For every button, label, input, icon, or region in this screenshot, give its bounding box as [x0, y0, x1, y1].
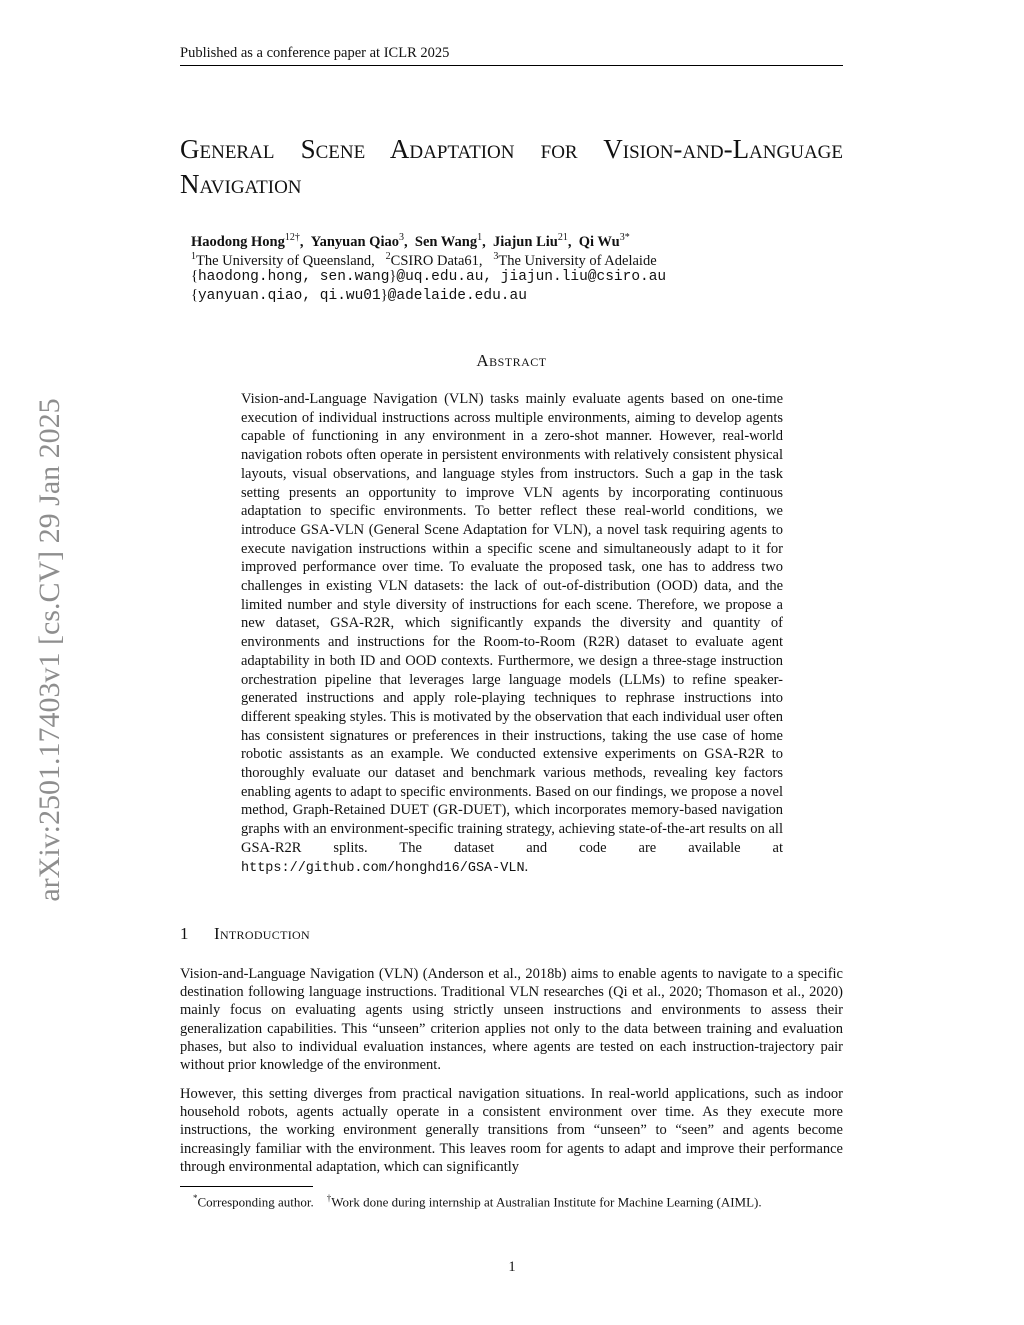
footnote-text: Corresponding author. — [197, 1194, 314, 1210]
affiliation: CSIRO Data61, — [390, 252, 483, 269]
footnote-text: Work done during internship at Australian Institute for Machine Learning (AIML). — [331, 1194, 762, 1210]
email-text: yanyuan.qiao, qi.wu01 — [197, 288, 381, 304]
footnote-rule — [180, 1186, 313, 1187]
section-heading — [180, 924, 310, 944]
paper-title: General Scene Adaptation for Vision-and-Language Navigation — [180, 134, 843, 199]
section-title: Introduction — [214, 924, 310, 943]
author-names-line: Haodong Hong$^{12\dagger}$, Yanyuan Qiao$^3$, Sen Wang$^1$, Jiajun Liu$^{21}$, Qi $Wu^{3*}$ — [191, 232, 630, 250]
affiliations-line — [191, 248, 666, 267]
author-name: Yanyuan Qiao — [310, 233, 399, 250]
author-name: Sen Wang — [414, 233, 478, 250]
abstract-text: Vision-and-Language Navigation (VLN) tasks mainly evaluate agents based on one-time execution of individual instructions across multiple environments, aiming to develop agents capable of functioning in any environment in a zero-shot manner. However, real-world navigation robots often operate in persistent environments with relatively consistent physical layouts, visual observations, and language styles from instructors. Such a gap in the task setting presents an opportunity to improve VLN agents by incorporating continuous adaptation to specific environments. To better reflect these real-world conditions, we introduce GSA-VLN (General Scene Adaptation for VLN), a novel task requiring agents to execute navigation instructions within a specific scene and simultaneously adapt to it for improved performance over time. To evaluate the proposed task, one has to address two challenges in existing VLN datasets: the lack of out-of-distribution (OOD) data, and the limited number and style diversity of instructions for each scene. Therefore, we propose a new dataset, GSA-R2R, which significantly expands the diversity and quantity of environments and instructions for the Room-to-Room (R2R) dataset to evaluate agent adaptability in both ID and OOD contexts. Furthermore, we design a three-stage instruction orchestration pipeline that leverages large language models (LLMs) to refine speaker-generated instructions and apply role-playing techniques to rephrase instructions into different speaking styles. This is motivated by the observation that each individual user often has consistent signatures or preferences in their instructions, taking the use case of home robotic assistants as an example. We conducted extensive experiments on GSA-R2R to thoroughly evaluate our dataset and benchmark various methods, revealing key factors enabling agents to adapt to specific environments. Based on our findings, we propose a novel method, Graph-Retained DUET (GR-DUET), which incorporates memory-based navigation graphs with an environment-specific training strategy, achieving state-of-the-art results on all GSA-R2R splits. The dataset and code are available at — [241, 391, 783, 856]
section-number: 1 — [180, 924, 189, 943]
affiliation: The University of Queensland, — [196, 252, 375, 269]
email-text: haodong.hong, sen.wang — [197, 269, 390, 285]
author-name: Qi Wu — [578, 233, 620, 250]
footnote-mark: † — [326, 1193, 332, 1203]
intro-paragraph-2: However, this setting diverges from practical navigation situations. In real-world applications, such as indoor household robots, agents actually operate in a consistent environment over time. As they execute more instructions, the working environment generally transitions from “unseen” to “seen” and agents become increasingly familiar with the environment. This leaves room for agents to adapt and improve their performance through environmental adaptation, which can significantly — [180, 1086, 843, 1175]
author-affil-mark: 3 — [399, 232, 404, 243]
author-affil-mark: 1 — [477, 232, 483, 243]
page-number: 1 — [508, 1259, 516, 1275]
running-header: Published as a conference paper at ICLR 2025 — [180, 44, 843, 66]
intro-paragraph-1: Vision-and-Language Navigation (VLN) (Anderson et al., 2018b) aims to enable agents to navigate to a specific destination following language instructions. Traditional VLN researches (Qi et al., 2020; Thomason et al., 2020) mainly focus on evaluating agents using strictly unseen instructions and environments to assess their generalization capabilities. This “unseen” criterion applies not only to the data between training and evaluation phases, but also to individual evaluation instances, where agents are tested on each instruction-trajectory pair without prior knowledge of the environment. — [180, 966, 843, 1074]
author-affil-mark: 12† — [284, 232, 300, 243]
email-text: @adelaide.edu.au — [387, 288, 527, 304]
email-line: {haodong.hong, sen.wang}@uq.edu.au, jiajun.liu@csiro.au — [191, 268, 667, 285]
author-affil-mark: 3* — [619, 232, 630, 243]
author-affil-mark: 21 — [557, 232, 568, 243]
footnote-mark: * — [193, 1193, 198, 1203]
footnote — [180, 1190, 843, 1210]
abstract-end: . — [524, 858, 529, 875]
affil-mark: 2 — [385, 251, 391, 262]
repository-link[interactable]: https://github.com/honghd16/GSA-VLN — [241, 860, 525, 876]
affil-mark: 3 — [493, 251, 499, 262]
abstract-heading: Abstract — [476, 351, 547, 370]
email-text: @uq.edu.au, jiajun.liu@csiro.au — [396, 269, 667, 285]
email-line: {yanyuan.qiao, qi.wu01}@adelaide.edu.au — [191, 287, 527, 304]
affil-mark: 1 — [191, 251, 196, 262]
abstract-body — [241, 390, 783, 878]
author-name: Jiajun Liu — [492, 233, 558, 250]
author-name: Haodong Hong — [191, 233, 285, 250]
affiliation: The University of Adelaide — [498, 252, 657, 269]
arxiv-stamp: arXiv:2501.17403v1 [cs.CV] 29 Jan 2025 — [33, 398, 66, 902]
author-block — [191, 229, 666, 305]
